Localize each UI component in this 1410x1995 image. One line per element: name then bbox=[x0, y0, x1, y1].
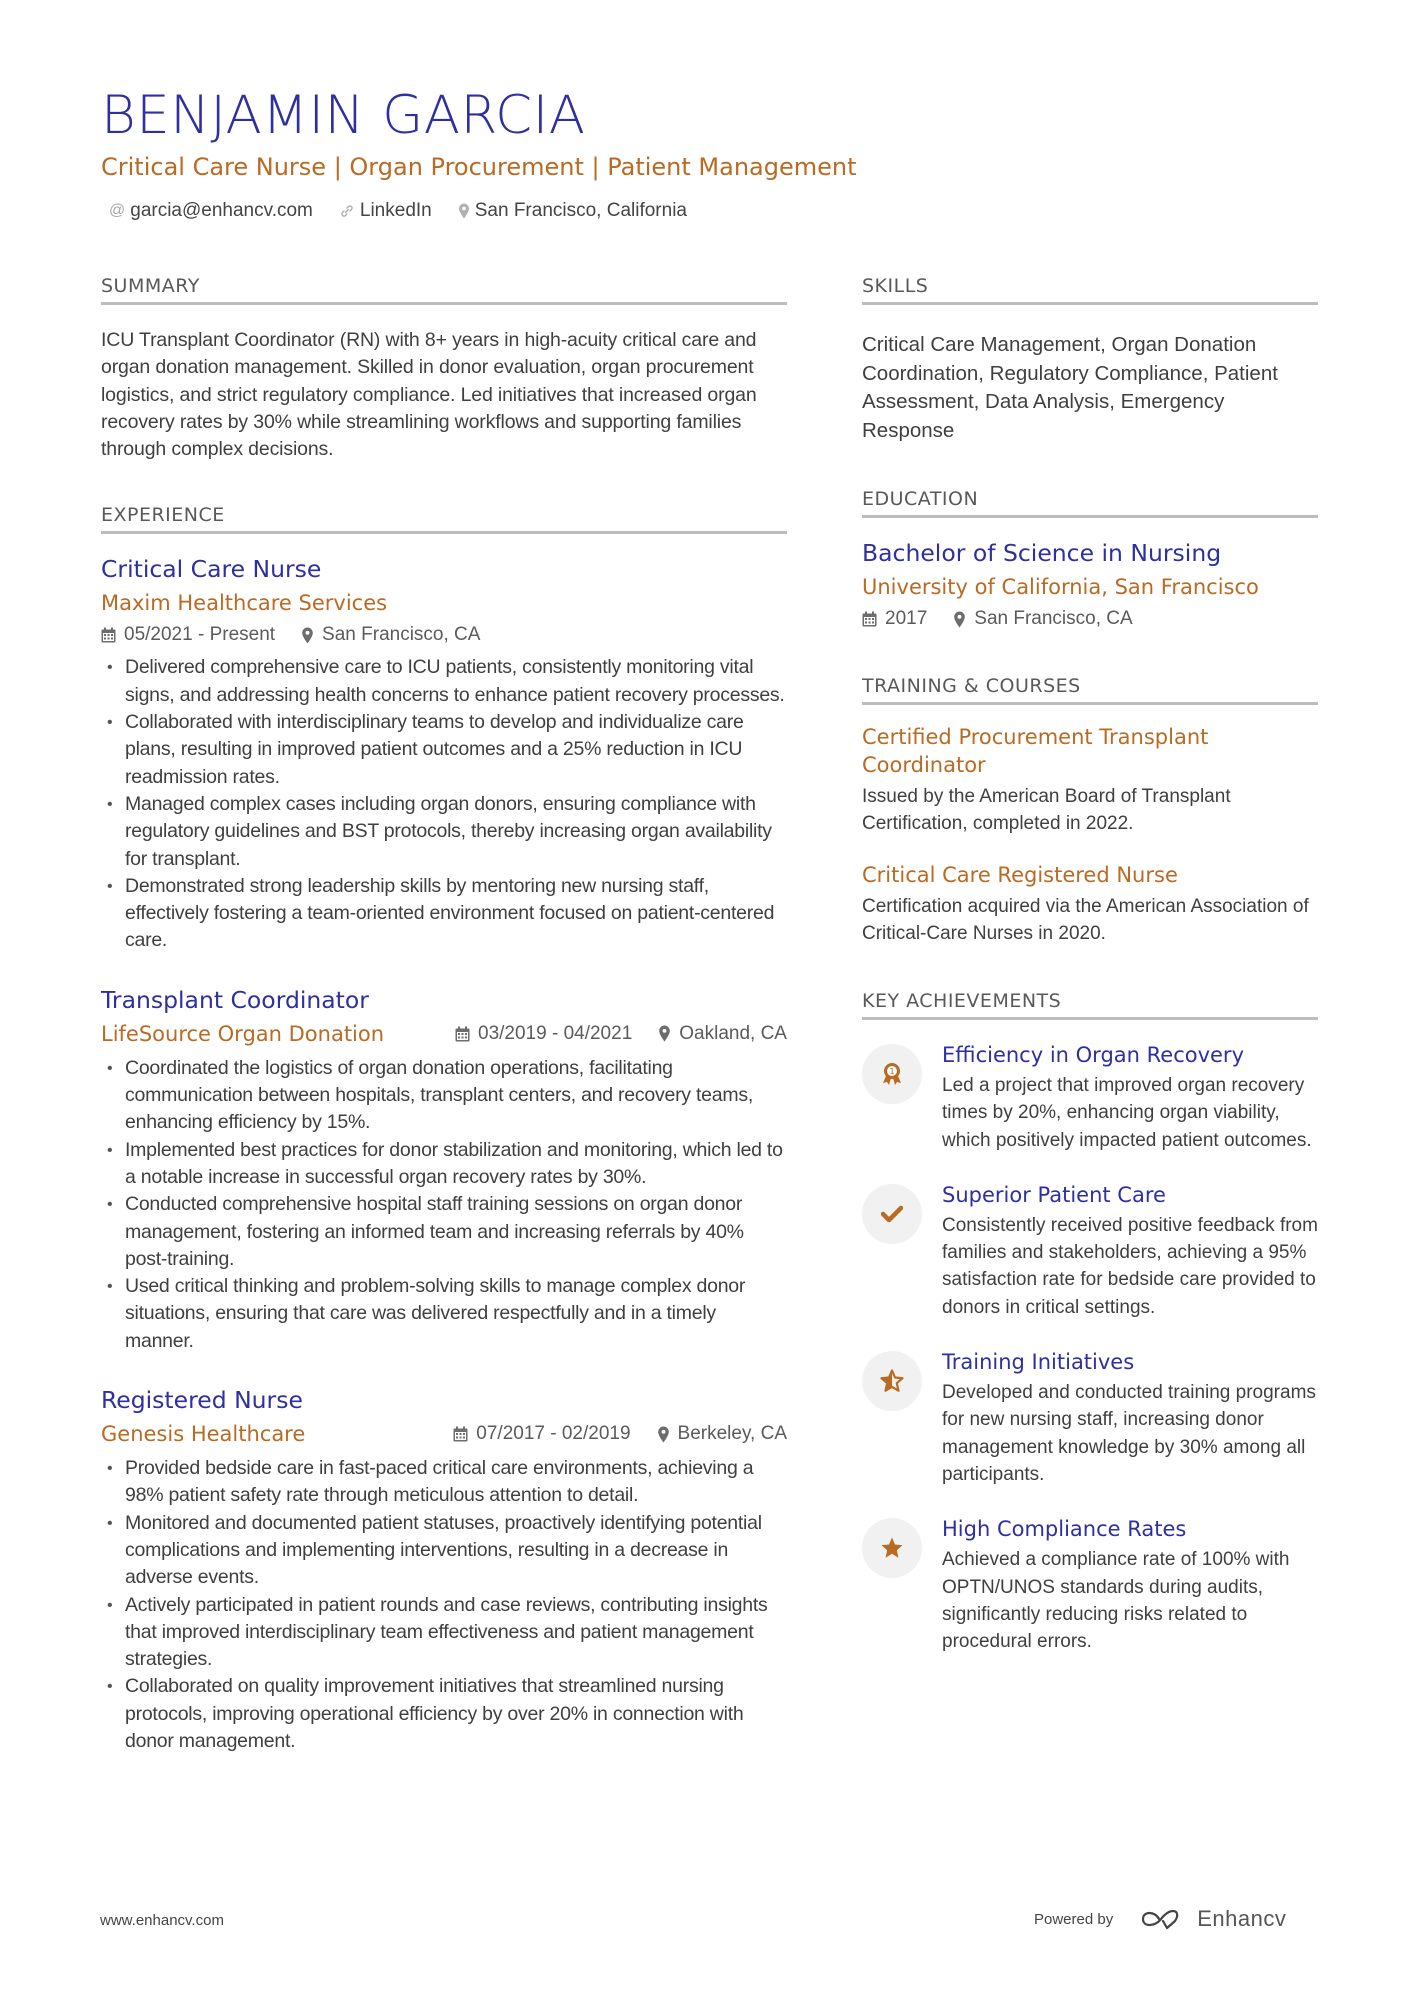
star-icon bbox=[862, 1518, 922, 1578]
contact-linkedin[interactable] bbox=[339, 198, 432, 224]
job-dates: 07/2017 - 02/2019 bbox=[453, 1419, 630, 1449]
calendar-icon bbox=[453, 1426, 468, 1442]
left-column bbox=[101, 272, 787, 1789]
course-description: Issued by the American Board of Transplant Certification, completed in 2022. bbox=[862, 786, 1231, 834]
resume-header bbox=[101, 82, 1321, 224]
company-row bbox=[101, 1017, 787, 1051]
location-pin-icon bbox=[953, 611, 966, 628]
job-location: San Francisco, CA bbox=[301, 620, 480, 650]
experience-entry bbox=[101, 552, 787, 954]
experience-entry bbox=[101, 983, 787, 1355]
half-star-icon bbox=[862, 1351, 922, 1411]
job-dates: 03/2019 - 04/2021 bbox=[455, 1019, 632, 1049]
job-meta bbox=[453, 1419, 787, 1449]
company-row bbox=[101, 1417, 787, 1451]
bullet-item: • Coordinated the logistics of organ donation operations, facilitating communication between hospitals, transplant centers, and recovery teams, enhancing efficiency by 15%. bbox=[101, 1055, 787, 1137]
contact-email[interactable] bbox=[109, 198, 313, 224]
degree-title: Bachelor of Science in Nursing bbox=[862, 539, 1222, 567]
bullet-item: • Conducted comprehensive hospital staff training sessions on organ donor management, fostering an informed team and increasing referrals by 40% post-training. bbox=[101, 1191, 787, 1273]
award-ribbon-icon bbox=[862, 1044, 922, 1104]
contact-list bbox=[101, 198, 1321, 224]
bullet-item: • Monitored and documented patient statuses, proactively identifying potential complications and implementing interventions, resulting in a decrease in adverse events. bbox=[101, 1510, 787, 1592]
job-location: Berkeley, CA bbox=[657, 1419, 787, 1449]
job-dates: 05/2021 - Present bbox=[101, 620, 275, 650]
job-meta bbox=[101, 620, 787, 650]
skills-text: Critical Care Management, Organ Donation Coordination, Regulatory Compliance, Patient Assessment, Data Analysis, Emergency Response bbox=[862, 333, 1278, 442]
course-entry bbox=[862, 723, 1318, 837]
achievement-title: Training Initiatives bbox=[942, 1350, 1135, 1375]
skills-section bbox=[862, 272, 1318, 445]
achievement-title: Superior Patient Care bbox=[942, 1182, 1166, 1207]
achievement-description: Developed and conducted training programs for new nursing staff, increasing donor management knowledge by 30% among all participants. bbox=[942, 1382, 1316, 1485]
candidate-tagline: Critical Care Nurse | Organ Procurement | Patient Management bbox=[101, 153, 857, 181]
achievement-item bbox=[862, 1040, 1318, 1154]
contact-email-label: garcia@enhancv.com bbox=[130, 200, 313, 221]
job-title: Transplant Coordinator bbox=[101, 985, 369, 1014]
at-icon: @ bbox=[109, 202, 126, 219]
job-location: Oakland, CA bbox=[658, 1019, 787, 1049]
achievement-item bbox=[862, 1347, 1318, 1488]
contact-location bbox=[458, 198, 687, 224]
company-name: Genesis Healthcare bbox=[101, 1422, 306, 1447]
contact-location-label: San Francisco, California bbox=[474, 200, 687, 221]
bullet-item: • Collaborated with interdisciplinary teams to develop and individualize care plans, resulting in improved patient outcomes and a 25% reduction in ICU readmission rates. bbox=[101, 709, 787, 791]
bullet-item: • Actively participated in patient rounds and case reviews, contributing insights that improved interdisciplinary team effectiveness and patient management strategies. bbox=[101, 1592, 787, 1674]
bullet-item: • Provided bedside care in fast-paced critical care environments, achieving a 98% patient safety rate through meticulous attention to detail. bbox=[101, 1455, 787, 1510]
skills-heading: SKILLS bbox=[862, 272, 1318, 305]
job-title: Critical Care Nurse bbox=[101, 555, 322, 584]
powered-by-label: Powered by bbox=[1034, 1910, 1114, 1928]
footer-website-link[interactable]: www.enhancv.com bbox=[100, 1912, 224, 1929]
course-title: Certified Procurement Transplant Coordinator bbox=[862, 725, 1209, 777]
course-description: Certification acquired via the American Association of Critical-Care Nurses in 2020. bbox=[862, 896, 1309, 944]
education-year: 2017 bbox=[862, 604, 927, 634]
enhancv-logo-icon bbox=[1139, 1907, 1185, 1931]
education-location: San Francisco, CA bbox=[953, 604, 1132, 634]
achievement-description: Consistently received positive feedback from families and stakeholders, achieving a 95% satisfaction rate for bedside care provided to donors in critical settings. bbox=[942, 1214, 1318, 1318]
enhancv-logo[interactable] bbox=[1139, 1906, 1286, 1932]
job-bullets bbox=[101, 1455, 787, 1755]
experience-heading: EXPERIENCE bbox=[101, 501, 787, 534]
location-pin-icon bbox=[658, 1025, 671, 1042]
job-title: Registered Nurse bbox=[101, 1386, 303, 1415]
company-name: LifeSource Organ Donation bbox=[101, 1021, 385, 1046]
experience-entry bbox=[101, 1383, 787, 1755]
calendar-icon bbox=[455, 1026, 470, 1042]
school-name: University of California, San Francisco bbox=[862, 575, 1259, 599]
job-bullets bbox=[101, 1055, 787, 1355]
location-pin-icon bbox=[458, 203, 470, 219]
achievement-description: Achieved a compliance rate of 100% with OPTN/UNOS standards during audits, significantly reducing risks related to procedural errors. bbox=[942, 1549, 1290, 1653]
calendar-icon bbox=[862, 611, 877, 627]
candidate-name: BENJAMIN GARCIA bbox=[101, 85, 586, 146]
achievement-description: Led a project that improved organ recovery times by 20%, enhancing organ viability, which positively impacted patient outcomes. bbox=[942, 1075, 1312, 1151]
achievements-heading: KEY ACHIEVEMENTS bbox=[862, 987, 1318, 1020]
brand-name: Enhancv bbox=[1197, 1906, 1287, 1931]
calendar-icon bbox=[101, 627, 116, 643]
experience-section bbox=[101, 501, 787, 1755]
achievement-title: High Compliance Rates bbox=[942, 1517, 1187, 1542]
bullet-item: • Delivered comprehensive care to ICU patients, consistently monitoring vital signs, and addressing health concerns to enhance patient recovery processes. bbox=[101, 654, 787, 709]
summary-heading: SUMMARY bbox=[101, 272, 787, 305]
achievement-item bbox=[862, 1180, 1318, 1321]
course-title: Critical Care Registered Nurse bbox=[862, 863, 1178, 887]
bullet-item: • Managed complex cases including organ donors, ensuring compliance with regulatory guidelines and BST protocols, thereby increasing organ availability for transplant. bbox=[101, 791, 787, 873]
right-column bbox=[862, 272, 1318, 1689]
checkmark-icon bbox=[862, 1184, 922, 1244]
training-section bbox=[862, 672, 1318, 947]
education-meta bbox=[862, 604, 1318, 634]
achievements-section bbox=[862, 987, 1318, 1655]
company-name: Maxim Healthcare Services bbox=[101, 591, 388, 616]
footer-powered-by bbox=[1034, 1906, 1286, 1932]
job-bullets bbox=[101, 654, 787, 954]
location-pin-icon bbox=[657, 1426, 670, 1443]
course-entry bbox=[862, 861, 1318, 947]
svg-text:1: 1 bbox=[889, 1067, 895, 1076]
job-meta bbox=[455, 1019, 787, 1049]
achievement-title: Efficiency in Organ Recovery bbox=[942, 1043, 1244, 1067]
summary-text: ICU Transplant Coordinator (RN) with 8+ years in high-acuity critical care and organ donation management. Skilled in donor evaluation, organ procurement logistics, and strict regulatory compliance. Led initiatives that increased organ recovery rates by 30% while streamlining workflows and supporting families through complex decisions. bbox=[101, 329, 757, 461]
bullet-item: • Used critical thinking and problem-solving skills to manage complex donor situations, ensuring that care was delivered respectfully and in a timely manner. bbox=[101, 1273, 787, 1355]
link-icon bbox=[339, 203, 355, 219]
bullet-item: • Demonstrated strong leadership skills by mentoring new nursing staff, effectively fostering a team-oriented environment focused on patient-centered care. bbox=[101, 873, 787, 955]
bullet-item: • Implemented best practices for donor stabilization and monitoring, which led to a notable increase in successful organ recovery rates by 30%. bbox=[101, 1137, 787, 1192]
summary-section bbox=[101, 272, 787, 463]
location-pin-icon bbox=[301, 627, 314, 644]
training-heading: TRAINING & COURSES bbox=[862, 672, 1318, 705]
education-heading: EDUCATION bbox=[862, 485, 1318, 518]
bullet-item: • Collaborated on quality improvement initiatives that streamlined nursing protocols, improving operational efficiency by over 20% in connection with donor management. bbox=[101, 1673, 787, 1755]
contact-linkedin-label: LinkedIn bbox=[359, 200, 432, 221]
education-section bbox=[862, 485, 1318, 634]
achievement-item bbox=[862, 1514, 1318, 1655]
